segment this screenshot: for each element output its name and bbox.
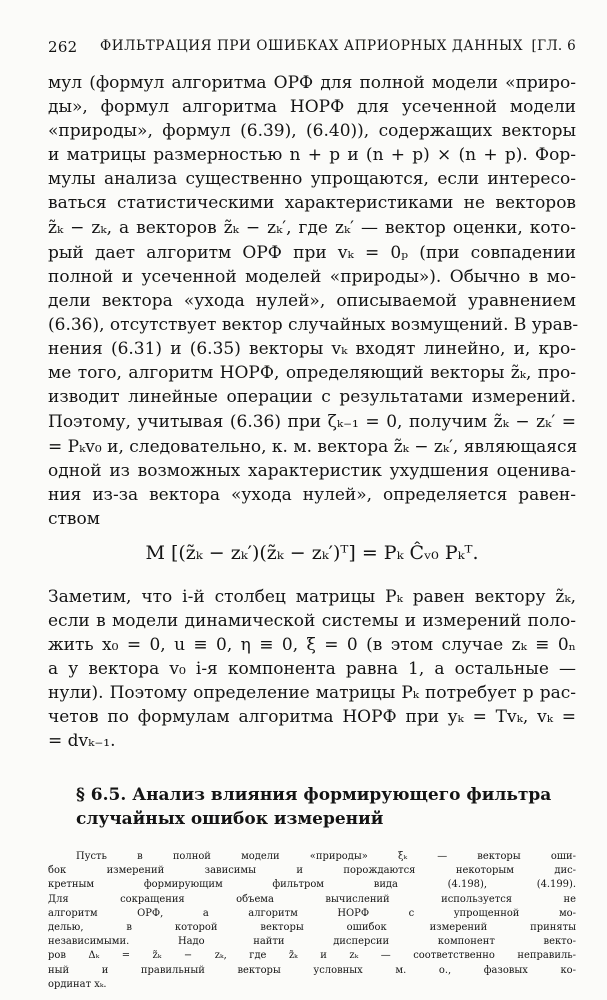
text-line: Пусть в полной модели «природы» ξₖ — векторы оши- [76,851,576,862]
text-line: ров Δₖ = z̃ₖ − zₖ, где z̃ₖ и zₖ — соответственно неправиль- [48,950,576,962]
text-line: ный и правильный векторы условных м. о., фазовых ко- [48,964,576,976]
display-formula: M [(z̃ₖ − zₖ′)(z̃ₖ − zₖ′)ᵀ] = Pₖ Ĉᵥ₀ Pₖᵀ. [145,542,479,564]
text-line: кретным формирующим фильтром вида (4.198), (4.199). [48,879,576,891]
section-heading-continuation: случайных ошибок измерений [76,809,384,829]
text-line: ством [48,509,100,529]
text-line: а у вектора v₀ i-я компонента равна 1, а остальные — [48,659,576,679]
text-line: рый дает алгоритм ОРФ при vₖ = 0ₚ (при совпадении [48,243,576,263]
text-line: мул (формул алгоритма ОРФ для полной модели «приро- [48,73,576,93]
page-number: 262 [48,38,78,56]
text-line: ме того, алгоритм НОРФ, определяющий векторы z̃ₖ, про- [48,363,576,383]
text-line: ординат xₖ. [48,978,107,990]
text-line: z̃ₖ − zₖ, а векторов z̃ₖ − zₖ′, где zₖ′ — вектор оценки, кото- [48,218,576,238]
section-title-line-1: Анализ влияния формирующего фильтра [132,785,552,805]
text-line: ния из-за вектора «ухода нулей», определяется равен- [48,485,576,505]
text-line: нения (6.31) и (6.35) векторы vₖ входят линейно, и, кро- [48,339,576,359]
text-line: (6.36), отсутствует вектор случайных возмущений. В урав- [48,315,579,335]
text-line: ды», формул алгоритма НОРФ для усеченной модели [48,97,576,117]
text-line: нули). Поэтому определение матрицы Pₖ потребует p рас- [48,683,576,703]
text-line: полной и усеченной моделей «природы»). Обычно в мо- [48,267,576,287]
text-line: жить x₀ = 0, u ≡ 0, η ≡ 0, ξ = 0 (в этом случае zₖ ≡ 0ₙ [48,635,576,655]
text-line: = Pₖv₀ и, следовательно, к. м. вектора z̃ₖ − zₖ′, являющаяся [48,437,578,457]
text-line: независимыми. Надо найти дисперсии компонент векто- [48,936,576,948]
text-line: четов по формулам алгоритма НОРФ при yₖ = Tvₖ, vₖ = [48,707,576,727]
text-line: и матрицы размерностью n + p и (n + p) × (n + p). Фор- [48,145,576,165]
text-line: одной из возможных характеристик ухудшения оценива- [48,461,576,481]
text-line: Поэтому, учитывая (6.36) при ζₖ₋₁ = 0, получим z̃ₖ − zₖ′ = [48,412,576,432]
running-header [48,38,576,60]
text-line: = dvₖ₋₁. [48,731,116,751]
text-line: дели вектора «ухода нулей», описываемой уравнением [48,291,576,311]
text-line: изводит линейные операции с результатами измерений. [48,387,576,407]
text-line: делью, в которой векторы ошибок измерений приняты [48,922,576,933]
text-line: мулы анализа существенно упрощаются, если интересо- [48,169,576,189]
text-line: ваться статистическими характеристиками не векторов [48,193,576,213]
section-number: § 6.5. [76,785,127,805]
text-line: бок измерений зависимы и порождаются некоторым дис- [48,865,576,877]
text-line: Заметим, что i-й столбец матрицы Pₖ равен вектору z̃ₖ, [48,587,576,607]
text-line: алгоритм ОРФ, а алгоритм НОРФ с упрощенной мо- [48,907,576,919]
chapter-marker: [ГЛ. 6 [531,38,576,54]
text-line: «природы», формул (6.39), (6.40)), содержащих векторы [48,121,576,141]
running-title: ФИЛЬТРАЦИЯ ПРИ ОШИБКАХ АПРИОРНЫХ ДАННЫХ [100,38,524,54]
text-line: Для сокращения объема вычислений используется не [48,893,576,905]
text-line: если в модели динамической системы и измерений поло- [48,611,576,631]
section-heading [76,782,576,808]
